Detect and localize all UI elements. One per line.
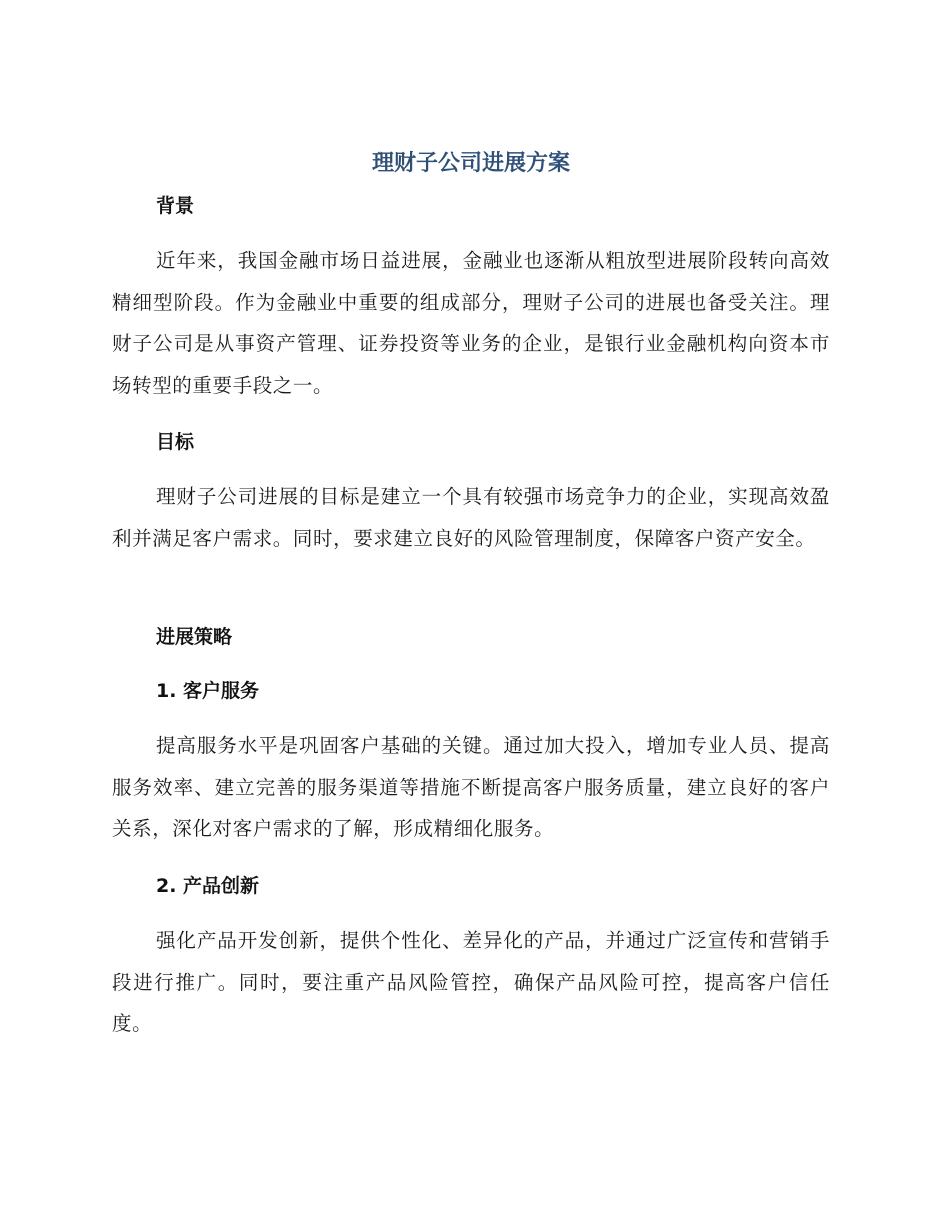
heading-product-innovation: 2. 产品创新 — [156, 875, 260, 897]
heading-background: 背景 — [156, 195, 195, 217]
paragraph-product-innovation: 强化产品开发创新，提供个性化、差异化的产品，并通过广泛宣传和营销手段进行推广。同时，要注重产品风险管控，确保产品风险可控，提高客户信任度。 — [112, 929, 830, 1035]
paragraph-background: 近年来，我国金融市场日益进展，金融业也逐渐从粗放型进展阶段转向高效精细型阶段。作为金融业中重要的组成部分，理财子公司的进展也备受关注。理财子公司是从事资产管理、证券投资等业务的企业，是银行业金融机构向资本市场转型的重要手段之一。 — [112, 249, 830, 397]
heading-goal: 目标 — [156, 431, 195, 453]
heading-customer-service: 1. 客户服务 — [156, 680, 260, 702]
paragraph-customer-service: 提高服务水平是巩固客户基础的关键。通过加大投入，增加专业人员、提高服务效率、建立完善的服务渠道等措施不断提高客户服务质量，建立良好的客户关系，深化对客户需求的了解，形成精细化服务。 — [112, 734, 830, 840]
document-title: 理财子公司进展方案 — [371, 151, 570, 176]
heading-strategy: 进展策略 — [156, 626, 233, 648]
paragraph-goal: 理财子公司进展的目标是建立一个具有较强市场竞争力的企业，实现高效盈利并满足客户需求。同时，要求建立良好的风险管理制度，保障客户资产安全。 — [112, 485, 830, 550]
